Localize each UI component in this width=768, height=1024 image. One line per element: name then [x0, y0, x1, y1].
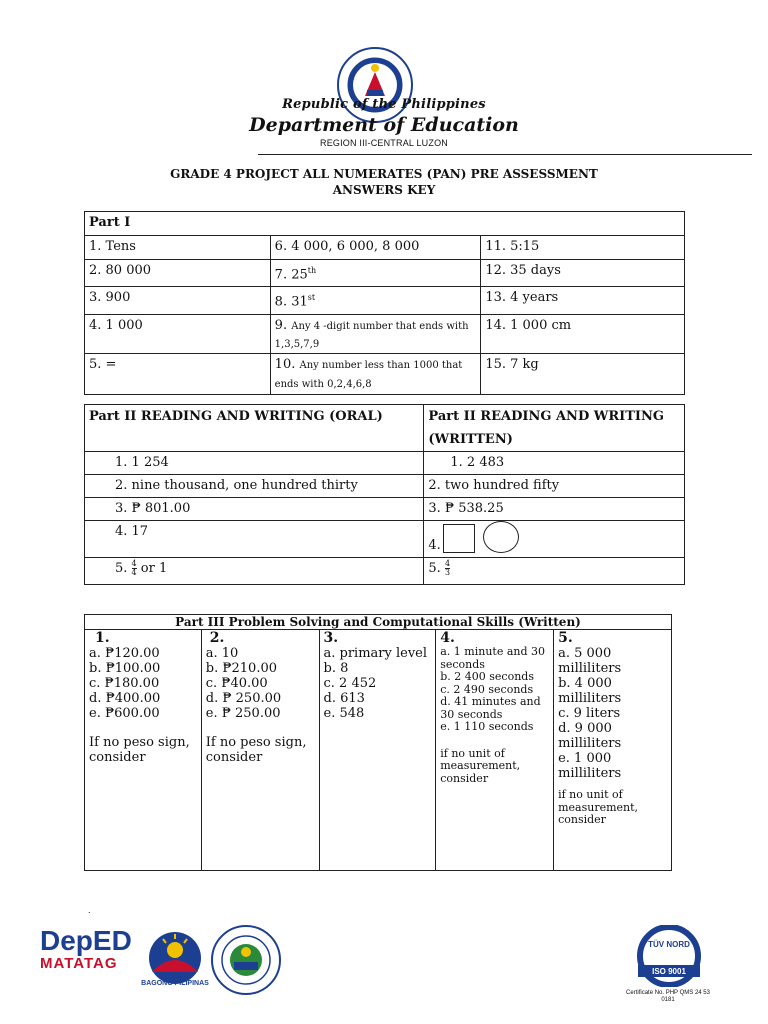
deped-matatag-logo: DepED MATATAG [40, 925, 132, 972]
answer-1: 1. Tens [85, 236, 271, 260]
fraction: $\frac{4}{3}$ [444, 559, 451, 577]
answer-11: 11. 5:15 [481, 236, 685, 260]
answer-7: 7. 25th [270, 260, 481, 287]
oral-answer-5: 5. $\frac{4}{4}$ or 1 [85, 558, 424, 585]
title-line-2: ANSWERS KEY [332, 183, 436, 197]
bagong-pilipinas-text: BAGONG PILIPINAS [141, 980, 209, 987]
stray-dot: . [88, 906, 91, 915]
part3-col-5: 5. a. 5 000 milliliters b. 4 000 milliliters c. 9 liters d. 9 000 milliliters e. 1 000 milliliters if no unit of measurement, consider [554, 630, 672, 871]
answer-10: 10. Any number less than 1000 that ends with 0,2,4,6,8 [270, 353, 481, 394]
circle-shape [483, 521, 519, 553]
fraction: $\frac{4}{4}$ [131, 559, 137, 577]
oral-answer-3: 3. ₱ 801.00 [85, 498, 424, 521]
title-line-1: GRADE 4 PROJECT ALL NUMERATES (PAN) PRE ASSESSMENT [170, 167, 598, 181]
part3-col-1: 1. a. ₱120.00 b. ₱100.00 c. ₱180.00 d. ₱400.00 e. ₱600.00 If no peso sign, consider [85, 630, 202, 871]
part2-table [84, 404, 685, 585]
answer-2: 2. 80 000 [85, 260, 271, 287]
part3-col-3: 3. a. primary level b. 8 c. 2 452 d. 613 e. 548 [319, 630, 436, 871]
deped-seal-logo [336, 46, 414, 124]
part3-col5-note: if no unit of measurement, consider [558, 788, 639, 826]
tuv-nord-iso-logo [630, 925, 708, 987]
part3-col-4: 4. a. 1 minute and 30 seconds b. 2 400 seconds c. 2 490 seconds d. 41 minutes and 30 seconds e. 1 110 seconds if no unit of measurement, consider [436, 630, 554, 871]
part3-table [84, 614, 672, 871]
svg-text:ISO 9001: ISO 9001 [652, 967, 686, 976]
answer-12: 12. 35 days [481, 260, 685, 287]
part3-col2-note: If no peso sign, consider [205, 735, 307, 765]
part3-col4-note: if no unit of measurement, consider [440, 746, 521, 785]
answer-15: 15. 7 kg [481, 353, 685, 394]
part2-written-heading: Part II READING AND WRITING (WRITTEN) [424, 405, 685, 452]
answer-6: 6. 4 000, 6 000, 8 000 [270, 236, 481, 260]
svg-text:TÜV NORD: TÜV NORD [648, 940, 690, 949]
document-title [0, 166, 768, 198]
answer-13: 13. 4 years [481, 287, 685, 314]
part3-col1-note: If no peso sign, consider [89, 735, 190, 765]
written-answer-3: 3. ₱ 538.25 [424, 498, 685, 521]
republic-line: Republic of the Philippines [282, 97, 486, 112]
region-line: REGION III-CENTRAL LUZON [320, 138, 448, 148]
part2-oral-heading: Part II READING AND WRITING (ORAL) [85, 405, 424, 452]
answer-3: 3. 900 [85, 287, 271, 314]
answer-8: 8. 31st [270, 287, 481, 314]
answer-5: 5. = [85, 353, 271, 394]
answer-9: 9. Any 4 -digit number that ends with 1,3,5,7,9 [270, 314, 481, 353]
written-answer-4: 4. [424, 521, 685, 558]
oral-answer-2: 2. nine thousand, one hundred thirty [85, 475, 424, 498]
part1-table [84, 211, 685, 395]
written-answer-1: 1. 2 483 [424, 452, 685, 475]
part1-heading: Part I [85, 212, 685, 236]
header-divider [258, 154, 752, 155]
written-answer-5: 5. $\frac{4}{3}$ [424, 558, 685, 585]
part3-heading: Part III Problem Solving and Computational Skills (Written) [85, 615, 672, 630]
department-name: Department of Education [249, 114, 519, 136]
certificate-number: Certificate No. PHP QMS 24 53 0181 [626, 990, 710, 1003]
oral-answer-1: 1. 1 254 [85, 452, 424, 475]
part3-col-2: 2. a. 10 b. ₱210.00 c. ₱40.00 d. ₱ 250.00 e. ₱ 250.00 If no peso sign, consider [201, 630, 319, 871]
square-shape [443, 524, 475, 553]
answer-14: 14. 1 000 cm [481, 314, 685, 353]
oral-answer-4: 4. 17 [85, 521, 424, 558]
department-of-education-seal [210, 924, 282, 996]
written-answer-2: 2. two hundred fifty [424, 475, 685, 498]
answer-4: 4. 1 000 [85, 314, 271, 353]
